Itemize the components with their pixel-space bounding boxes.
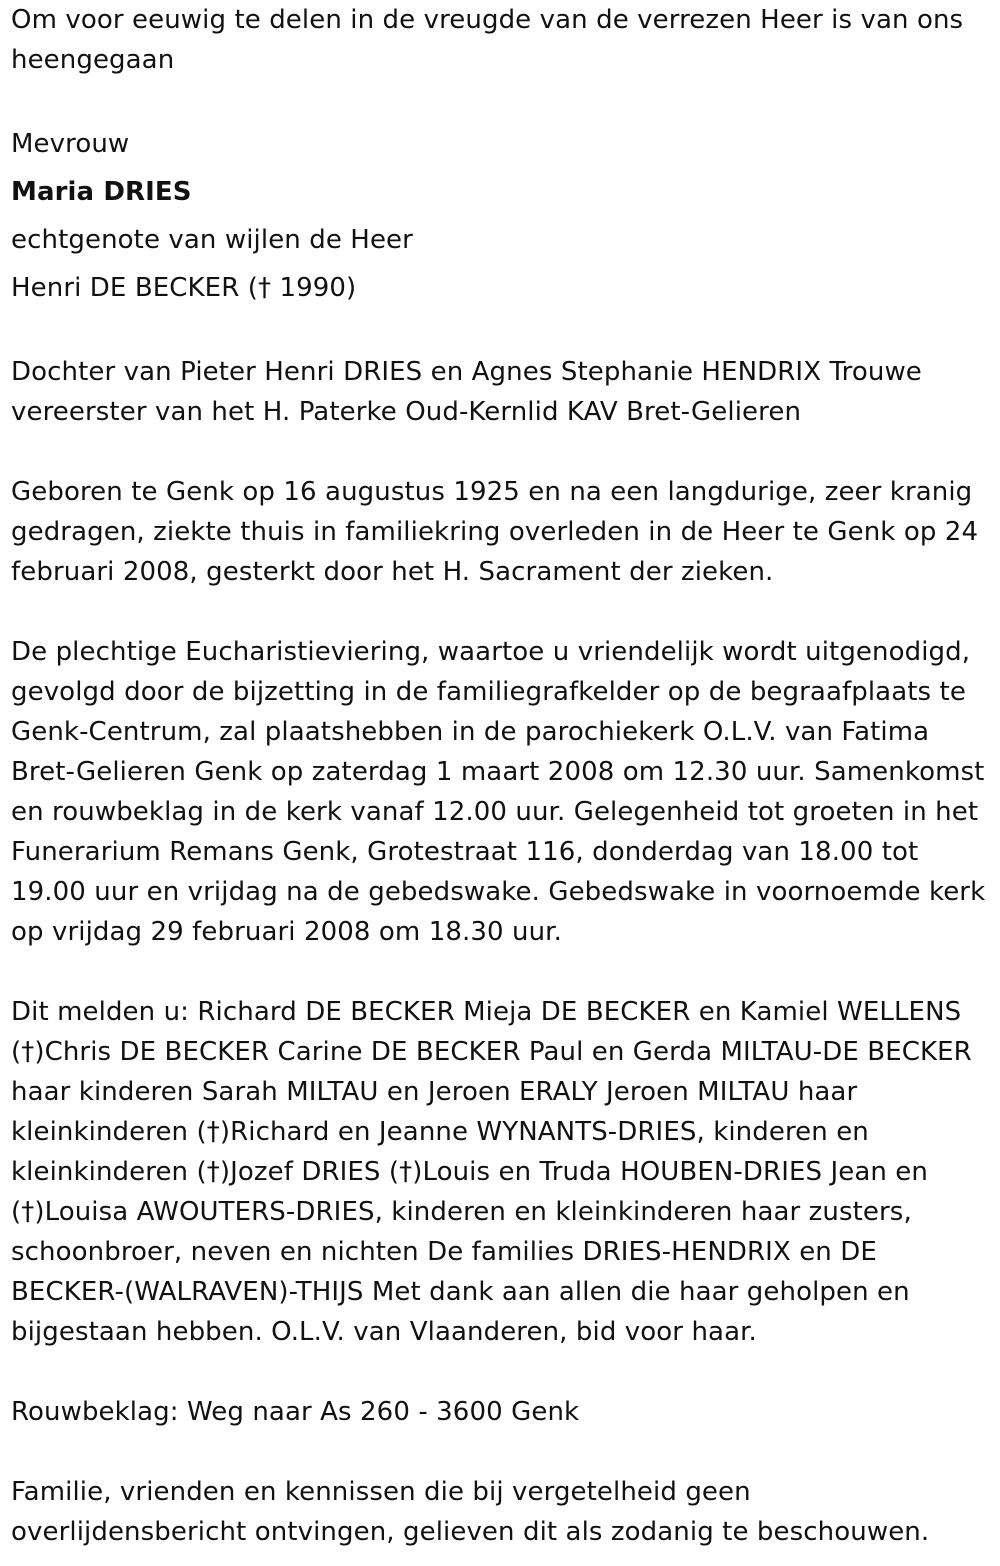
- family-paragraph: Dit melden u: Richard DE BECKER Mieja DE BECKER en Kamiel WELLENS (†)Chris DE BECKER Carine DE BECKER Paul en Gerda MILTAU-DE BECKER haar kinderen Sarah MILTAU en Jeroen ERALY Jeroen MILTAU haar kleinkinderen (†)Richard en Jeanne WYNANTS-DRIES, kinderen en kleinkinderen (†)Jozef DRIES (†)Louis en Truda HOUBEN-DRIES Jean en (†)Louisa AWOUTERS-DRIES, kinderen en kleinkinderen haar zusters, schoonbroer, neven en nichten De families DRIES-HENDRIX en DE BECKER-(WALRAVEN)-THIJS Met dank aan allen die haar geholpen en bijgestaan hebben. O.L.V. van Vlaanderen, bid voor haar.: [11, 997, 972, 1347]
- parents-paragraph: Dochter van Pieter Henri DRIES en Agnes Stephanie HENDRIX Trouwe vereerster van het H. Paterke Oud-Kernlid KAV Bret-Gelieren: [11, 357, 922, 427]
- birth-death-paragraph: Geboren te Genk op 16 augustus 1925 en na een langdurige, zeer kranig gedragen, ziekte thuis in familiekring overleden in de Heer te Genk op 24 februari 2008, gesterkt door het H. Sacrament der zieken.: [11, 477, 979, 587]
- closing-paragraph: Familie, vrienden en kennissen die bij vergetelheid geen overlijdensbericht ontvingen, gelieven dit als zodanig te beschouwen.: [11, 1477, 930, 1547]
- condolence-address: Rouwbeklag: Weg naar As 260 - 3600 Genk: [11, 1397, 580, 1427]
- honorific: Mevrouw: [11, 129, 130, 159]
- spouse-line-2: Henri DE BECKER († 1990): [11, 273, 357, 303]
- deceased-name: Maria DRIES: [11, 177, 192, 207]
- ceremony-paragraph: De plechtige Eucharistieviering, waartoe u vriendelijk wordt uitgenodigd, gevolgd door de bijzetting in de familiegrafkelder op de begraafplaats te Genk-Centrum, zal plaatshebben in de parochiekerk O.L.V. van Fatima Bret-Gelieren Genk op zaterdag 1 maart 2008 om 12.30 uur. Samenkomst en rouwbeklag in de kerk vanaf 12.00 uur. Gelegenheid tot groeten in het Funerarium Remans Genk, Grotestraat 116, donderdag van 18.00 tot 19.00 uur en vrijdag na de gebedswake. Gebedswake in voornoemde kerk op vrijdag 29 februari 2008 om 18.30 uur.: [11, 637, 986, 947]
- spouse-line-1: echtgenote van wijlen de Heer: [11, 225, 413, 255]
- intro-text: Om voor eeuwig te delen in de vreugde van de verrezen Heer is van ons heengegaan: [11, 5, 964, 75]
- deceased-block: [11, 120, 988, 312]
